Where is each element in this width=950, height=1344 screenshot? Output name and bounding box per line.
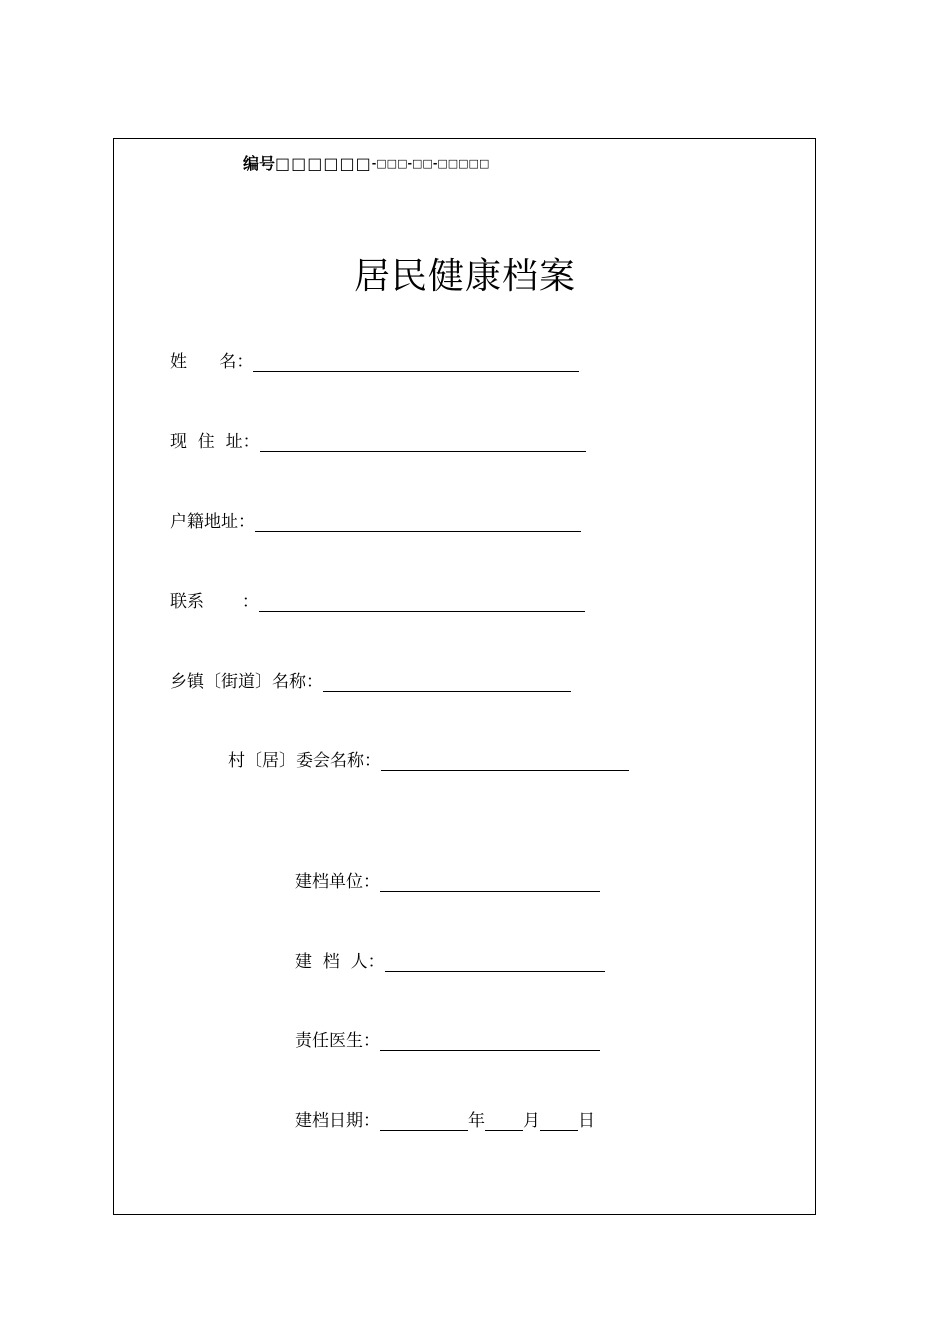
contact-field [170,590,585,614]
doctor-input-line[interactable] [380,1030,600,1051]
date-label: 建档日期： [295,1111,380,1131]
name-input-line[interactable] [253,351,579,372]
contact-label: 联系 ： [170,592,259,612]
township-field [170,670,571,694]
record-number-suffix-boxes: -□□□-□□-□□□□□ [371,157,490,170]
current-address-label: 现 住 址： [170,432,260,452]
household-address-field [170,510,581,534]
village-label: 村〔居〕委会名称： [228,751,381,771]
current-address-field [170,430,586,454]
contact-input-line[interactable] [259,591,585,612]
creator-label: 建 档 人： [295,952,385,972]
doctor-label: 责任医生： [295,1031,380,1051]
unit-label: 建档单位： [295,872,380,892]
village-input-line[interactable] [381,750,629,771]
unit-input-line[interactable] [380,871,600,892]
date-field [295,1109,595,1133]
name-field [170,350,579,374]
doctor-field [295,1029,600,1053]
current-address-input-line[interactable] [260,431,586,452]
household-address-label: 户籍地址： [170,512,255,532]
unit-field [295,870,600,894]
record-number-boxes: □□□□□□ [275,154,372,173]
day-input-line[interactable] [540,1110,578,1131]
record-number-label: 编号 [243,154,276,173]
document-title: 居民健康档案 [353,256,576,297]
year-label: 年 [468,1111,485,1131]
household-address-input-line[interactable] [255,511,581,532]
name-label: 姓 名： [170,352,254,372]
creator-input-line[interactable] [385,951,605,972]
village-field [228,749,629,773]
month-input-line[interactable] [485,1110,523,1131]
record-number [243,153,489,175]
township-label: 乡镇〔街道〕名称： [170,672,323,692]
year-input-line[interactable] [380,1110,468,1131]
creator-field [295,950,605,974]
day-label: 日 [578,1111,595,1131]
month-label: 月 [523,1111,540,1131]
township-input-line[interactable] [323,671,571,692]
